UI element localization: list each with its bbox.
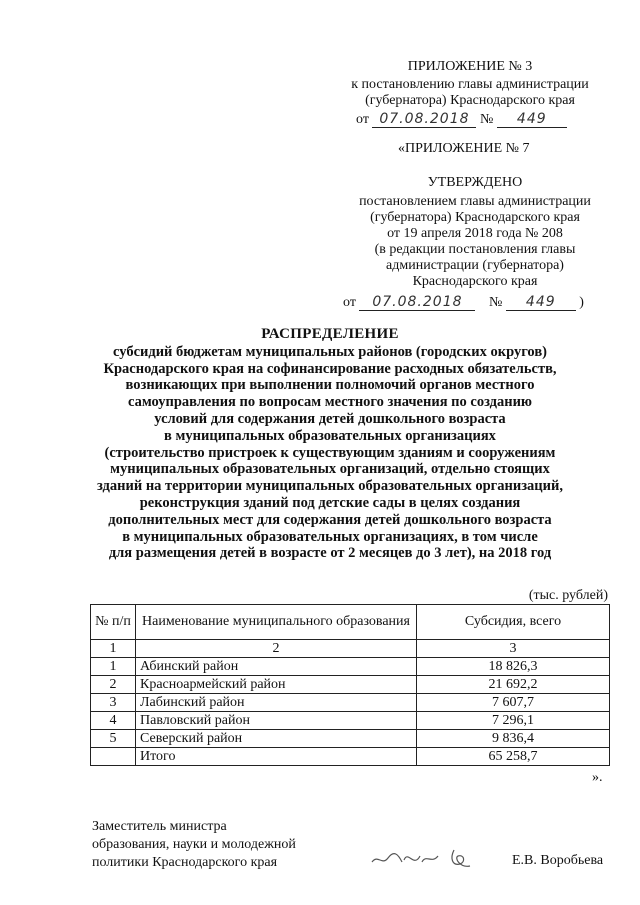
table-row — [91, 730, 610, 748]
header-num: № п/п — [91, 605, 136, 640]
title-line-4: самоуправления по вопросам местного значения по созданию — [127, 394, 533, 411]
approved-number: 449 — [506, 294, 576, 311]
title-line-8: муниципальных образовательных организаций, отдельно стоящих — [110, 461, 550, 478]
table-total-row — [91, 748, 610, 766]
total-amount: 65 258,7 — [417, 748, 610, 766]
title-line-2: Краснодарского края на софинансирование расходных обязательств, — [103, 360, 557, 377]
header-name: Наименование муниципального образования — [136, 605, 417, 640]
row-name: Павловский район — [136, 712, 417, 730]
approved-line-1: постановлением главы администрации — [359, 194, 591, 209]
approved-line-2: (губернатора) Краснодарского края — [370, 210, 580, 225]
document-title: РАСПРЕДЕЛЕНИЕ — [261, 326, 399, 342]
appendix-line-2: (губернатора) Краснодарского края — [365, 93, 575, 108]
subsidy-table — [90, 604, 610, 766]
table-row — [91, 658, 610, 676]
signatory-line-3: политики Краснодарского края — [92, 855, 278, 870]
table-index-row — [91, 640, 610, 658]
appendix-title: ПРИЛОЖЕНИЕ № 3 — [407, 59, 533, 74]
total-num — [91, 748, 136, 766]
approved-from-prefix: от — [343, 295, 356, 310]
document-title-block — [80, 326, 580, 562]
row-name: Северский район — [136, 730, 417, 748]
approved-date-line — [343, 294, 584, 311]
approved-line-4: (в редакции постановления главы — [374, 242, 576, 257]
signatory-line-2: образования, науки и молодежной — [92, 837, 296, 852]
table-row — [91, 712, 610, 730]
title-line-9: зданий на территории муниципальных образовательных организаций, — [96, 478, 563, 495]
approved-title: УТВЕРЖДЕНО — [427, 175, 523, 190]
row-amount: 7 296,1 — [417, 712, 610, 730]
title-line-7: (строительство пристроек к существующим зданиям и сооружениям — [104, 444, 556, 461]
index-cell: 2 — [136, 640, 417, 658]
row-amount: 21 692,2 — [417, 676, 610, 694]
appendix-date-line — [330, 111, 610, 128]
row-name: Абинский район — [136, 658, 417, 676]
appendix-line-1: к постановлению главы администрации — [351, 77, 589, 92]
index-cell: 3 — [417, 640, 610, 658]
total-label: Итого — [136, 748, 417, 766]
approved-close-paren: ) — [579, 295, 584, 310]
title-line-12: в муниципальных образовательных организациях, в том числе — [122, 528, 538, 545]
index-cell: 1 — [91, 640, 136, 658]
title-line-10: реконструкция зданий под детские сады в целях создания — [139, 494, 521, 511]
title-line-1: субсидий бюджетам муниципальных районов (городских округов) — [113, 343, 547, 360]
title-line-13: для размещения детей в возрасте от 2 месяцев до 3 лет), на 2018 год — [108, 545, 552, 562]
inner-appendix-title: «ПРИЛОЖЕНИЕ № 7 — [398, 141, 530, 156]
table-header-row — [91, 605, 610, 640]
title-line-5: условий для содержания детей дошкольного возраста — [154, 410, 506, 427]
header-amount: Субсидия, всего — [417, 605, 610, 640]
signatory-line-1: Заместитель министра — [92, 819, 227, 834]
row-num: 3 — [91, 694, 136, 712]
appendix-number-prefix: № — [479, 112, 494, 127]
approved-line-5: администрации (губернатора) — [386, 258, 564, 273]
table-row — [91, 694, 610, 712]
closing-quote: ». — [592, 770, 603, 785]
row-amount: 9 836,4 — [417, 730, 610, 748]
table-row — [91, 676, 610, 694]
handwritten-signature — [368, 840, 498, 876]
appendix-number: 449 — [497, 111, 567, 128]
row-num: 1 — [91, 658, 136, 676]
row-num: 2 — [91, 676, 136, 694]
title-line-11: дополнительных мест для содержания детей дошкольного возраста — [108, 511, 552, 528]
approved-line-3: от 19 апреля 2018 года № 208 — [387, 226, 563, 241]
row-amount: 18 826,3 — [417, 658, 610, 676]
signatory-name: Е.В. Воробьева — [512, 853, 604, 868]
appendix-block — [330, 59, 610, 128]
row-name: Лабинский район — [136, 694, 417, 712]
approved-number-prefix: № — [488, 295, 503, 310]
row-name: Красноармейский район — [136, 676, 417, 694]
units-label: (тыс. рублей) — [528, 588, 608, 603]
approved-date: 07.08.2018 — [359, 294, 475, 311]
row-num: 4 — [91, 712, 136, 730]
row-amount: 7 607,7 — [417, 694, 610, 712]
approved-line-6: Краснодарского края — [412, 274, 538, 289]
approved-block — [345, 175, 605, 290]
signatory-title — [92, 819, 296, 871]
appendix-date: 07.08.2018 — [372, 111, 476, 128]
title-line-3: возникающих при выполнении полномочий органов местного — [125, 377, 535, 394]
row-num: 5 — [91, 730, 136, 748]
title-line-6: в муниципальных образовательных организациях — [164, 427, 496, 444]
appendix-from-prefix: от — [356, 112, 369, 127]
